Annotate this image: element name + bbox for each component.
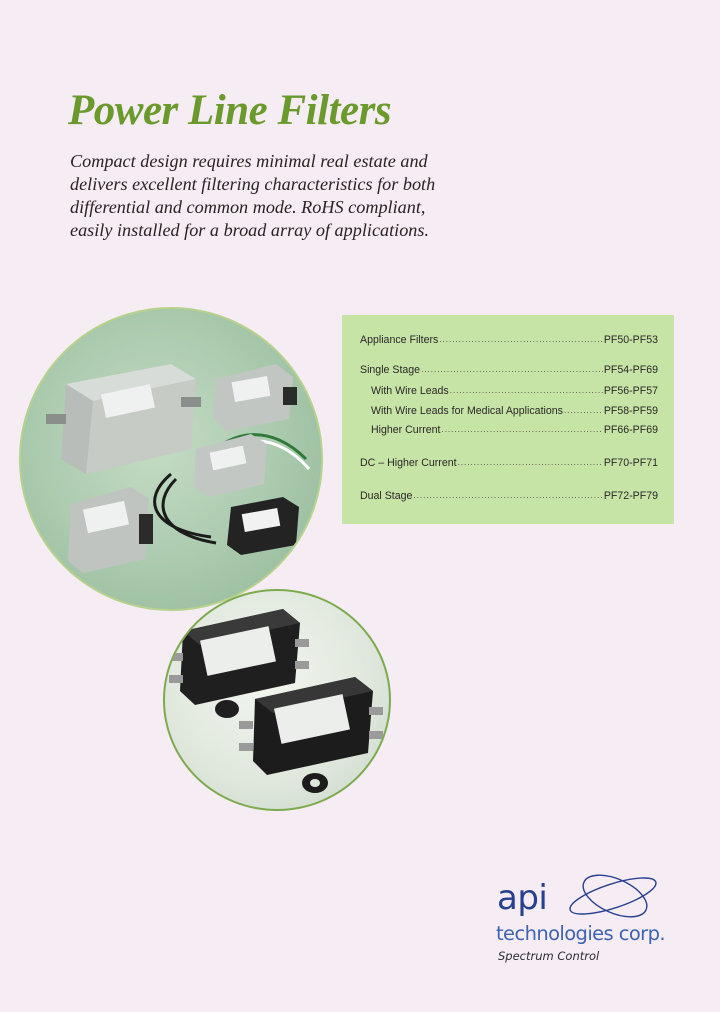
index-row-pages: PF72-PF79 — [603, 490, 658, 502]
intro-paragraph — [70, 150, 440, 242]
index-row-pages: PF70-PF71 — [603, 457, 658, 469]
product-photo-illustration — [165, 591, 389, 809]
index-row-dc-higher-current[interactable] — [360, 455, 658, 469]
index-row-label: With Wire Leads for Medical Applications — [371, 405, 563, 417]
product-index — [342, 315, 674, 524]
index-row-medical-applications[interactable] — [371, 403, 658, 417]
index-row-label: Single Stage — [360, 364, 421, 376]
index-row-pages: PF66-PF69 — [603, 424, 658, 436]
orbit-swoosh-icon — [565, 874, 665, 920]
index-row-dual-stage[interactable] — [360, 488, 658, 502]
index-row-with-wire-leads[interactable] — [371, 383, 658, 397]
index-row-appliance-filters[interactable] — [360, 332, 658, 346]
intro-line: easily installed for a broad array of applications. — [70, 220, 430, 240]
index-row-label: DC – Higher Current — [360, 457, 457, 469]
index-row-pages: PF58-PF59 — [603, 405, 658, 417]
index-row-label: Higher Current — [371, 424, 441, 436]
index-row-pages: PF56-PF57 — [603, 385, 658, 397]
index-row-pages: PF54-PF69 — [603, 364, 658, 376]
intro-line: differential and common mode. RoHS compliant, — [70, 197, 426, 217]
dot-leader — [450, 386, 603, 397]
intro-line: delivers excellent filtering characteristics for both — [70, 174, 436, 194]
index-row-pages: PF50-PF53 — [603, 334, 658, 346]
index-row-label: With Wire Leads — [371, 385, 449, 397]
index-row-label: Dual Stage — [360, 490, 413, 502]
product-photo-black-filters — [163, 589, 391, 811]
page-title: Power Line Filters — [68, 87, 392, 134]
logo-brand: api — [497, 878, 548, 918]
logo-company-name: technologies corp. — [496, 922, 665, 945]
index-row-single-stage[interactable] — [360, 362, 658, 376]
index-row-label: Appliance Filters — [360, 334, 439, 346]
dot-leader — [458, 458, 603, 469]
logo-division: Spectrum Control — [498, 949, 600, 963]
intro-line: Compact design requires minimal real estate and — [70, 151, 428, 171]
dot-leader — [413, 491, 602, 502]
dot-leader — [564, 406, 603, 417]
product-photo-illustration — [21, 309, 321, 609]
dot-leader — [441, 425, 602, 436]
dot-leader — [421, 365, 603, 376]
company-logo — [493, 874, 693, 969]
product-photo-assorted-filters — [19, 307, 323, 611]
dot-leader — [439, 335, 603, 346]
index-row-higher-current[interactable] — [371, 422, 658, 436]
